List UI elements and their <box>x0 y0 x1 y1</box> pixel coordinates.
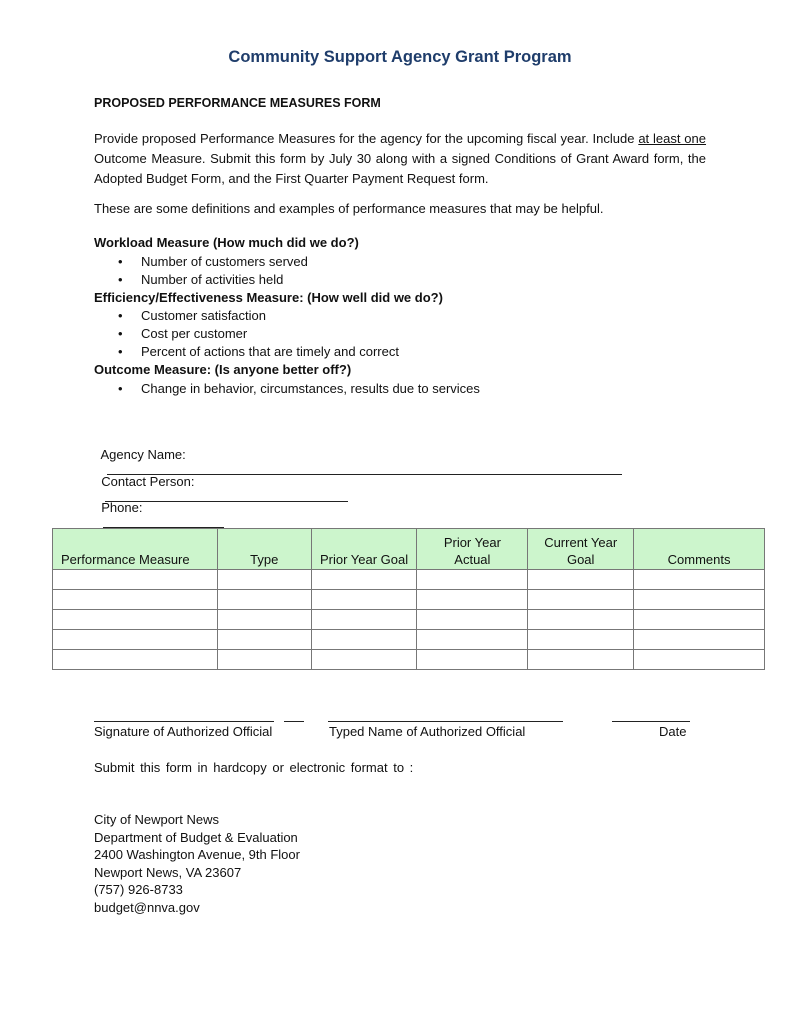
intro-paragraph <box>94 129 706 189</box>
address-line: Department of Budget & Evaluation <box>94 829 298 845</box>
address-line: 2400 Washington Avenue, 9th Floor <box>94 847 300 862</box>
table-cell[interactable] <box>311 590 417 610</box>
column-header-type: Type <box>217 529 311 570</box>
signature-line-extension <box>284 720 304 722</box>
table-cell[interactable] <box>528 570 634 590</box>
table-cell[interactable] <box>53 570 218 590</box>
table-cell[interactable] <box>53 650 218 670</box>
list-item: • Cost per customer <box>118 326 247 341</box>
list-item: • Number of customers served <box>118 254 308 269</box>
table-cell[interactable] <box>217 650 311 670</box>
table-cell[interactable] <box>634 570 765 590</box>
phone-number: (757) 926-8733 <box>94 882 183 897</box>
table-cell[interactable] <box>634 650 765 670</box>
list-item: • Number of activities held <box>118 272 283 287</box>
column-header-performance-measure: Performance Measure <box>53 529 218 570</box>
intro-text-2: Outcome Measure. Submit this form by July 30 along with a signed Conditions of Grant Award form, the Adopted Budget Form, and the First Quarter Payment Request form. <box>94 151 706 186</box>
table-cell[interactable] <box>311 570 417 590</box>
efficiency-heading: Efficiency/Effectiveness Measure: (How well did we do?) <box>94 290 443 305</box>
table-cell[interactable] <box>417 650 528 670</box>
intro-underlined: at least one <box>638 131 707 146</box>
table-cell[interactable] <box>217 570 311 590</box>
mailing-address <box>94 811 300 916</box>
table-row <box>53 590 765 610</box>
typed-name-label: Typed Name of Authorized Official <box>329 724 526 739</box>
email-address: budget@nnva.gov <box>94 899 200 915</box>
table-cell[interactable] <box>417 630 528 650</box>
table-cell[interactable] <box>217 610 311 630</box>
table-header-row <box>53 529 765 570</box>
table-row <box>53 650 765 670</box>
column-header-prior-year-actual: Prior Year Actual <box>417 529 528 570</box>
typed-name-line[interactable] <box>328 720 563 722</box>
table-cell[interactable] <box>634 610 765 630</box>
table-cell[interactable] <box>311 610 417 630</box>
signature-line[interactable] <box>94 720 274 722</box>
table-cell[interactable] <box>53 630 218 650</box>
phone-label: Phone: <box>101 500 143 515</box>
table-cell[interactable] <box>311 650 417 670</box>
table-cell[interactable] <box>417 570 528 590</box>
table-cell[interactable] <box>528 630 634 650</box>
list-item: • Change in behavior, circumstances, results due to services <box>118 381 480 396</box>
outcome-heading: Outcome Measure: (Is anyone better off?) <box>94 362 352 377</box>
column-header-current-year-goal: Current Year Goal <box>528 529 634 570</box>
table-row <box>53 630 765 650</box>
list-item: • Percent of actions that are timely and correct <box>118 344 399 359</box>
table-cell[interactable] <box>53 610 218 630</box>
performance-measures-table <box>52 528 765 670</box>
list-item: • Customer satisfaction <box>118 308 266 323</box>
intro-text-1: Provide proposed Performance Measures for the agency for the upcoming fiscal year. Include <box>94 131 639 146</box>
table-cell[interactable] <box>417 610 528 630</box>
table-cell[interactable] <box>528 650 634 670</box>
table-cell[interactable] <box>634 630 765 650</box>
address-line: Newport News, VA 23607 <box>94 864 242 880</box>
agency-name-label: Agency Name: <box>100 447 186 462</box>
definitions-intro: These are some definitions and examples of performance measures that may be helpful. <box>94 201 604 216</box>
submit-instructions: Submit this form in hardcopy or electronic format to : <box>94 760 414 775</box>
phone-input[interactable] <box>103 515 224 528</box>
date-line[interactable] <box>612 720 690 722</box>
table-row <box>53 610 765 630</box>
table-cell[interactable] <box>634 590 765 610</box>
address-line: City of Newport News <box>94 812 219 827</box>
table-row <box>53 570 765 590</box>
contact-person-label: Contact Person: <box>101 474 195 489</box>
table-cell[interactable] <box>217 630 311 650</box>
signature-label: Signature of Authorized Official <box>94 724 273 739</box>
column-header-prior-year-goal: Prior Year Goal <box>311 529 417 570</box>
date-label: Date <box>659 724 687 739</box>
table-cell[interactable] <box>217 590 311 610</box>
column-header-comments: Comments <box>634 529 765 570</box>
table-cell[interactable] <box>528 610 634 630</box>
form-subtitle: PROPOSED PERFORMANCE MEASURES FORM <box>94 96 381 110</box>
table-cell[interactable] <box>528 590 634 610</box>
table-cell[interactable] <box>417 590 528 610</box>
document-title: Community Support Agency Grant Program <box>228 48 572 66</box>
workload-heading: Workload Measure (How much did we do?) <box>94 235 359 250</box>
table-cell[interactable] <box>311 630 417 650</box>
table-cell[interactable] <box>53 590 218 610</box>
